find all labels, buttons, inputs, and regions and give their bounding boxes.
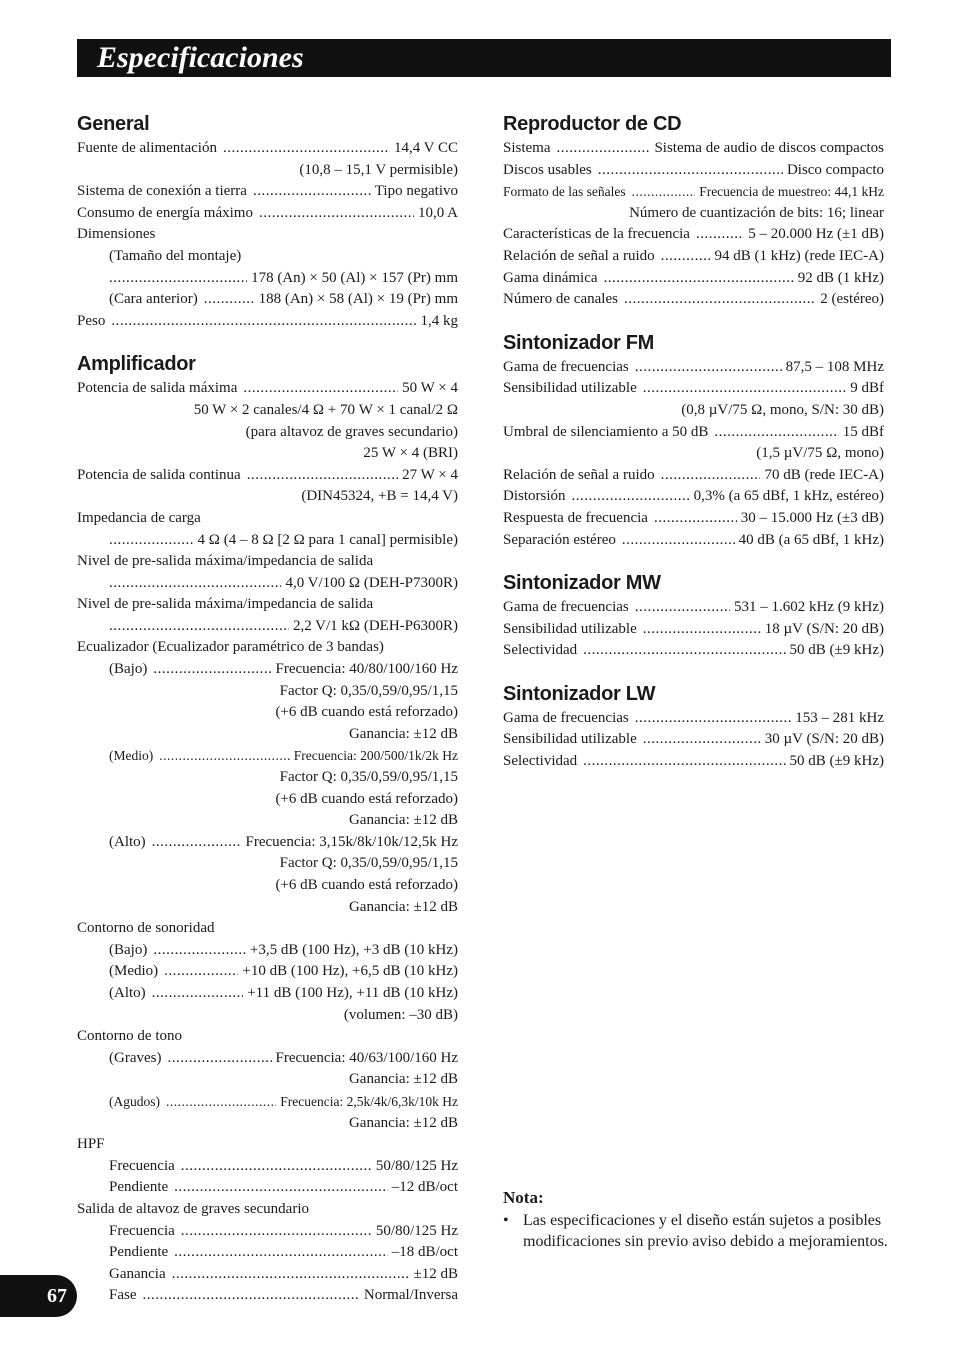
spec-text-line: (Tamaño del montaje) xyxy=(109,247,242,264)
spec-row xyxy=(503,729,884,751)
spec-row xyxy=(109,1156,458,1178)
spec-label: Relación de señal a ruido xyxy=(503,466,655,483)
spec-text-line: (para altavoz de graves secundario) xyxy=(245,423,458,440)
section-gap xyxy=(503,551,884,569)
dot-leader xyxy=(635,597,730,619)
dot-leader xyxy=(583,640,785,662)
bullet-icon: • xyxy=(503,1212,509,1229)
spec-row xyxy=(77,465,458,487)
spec-label: Gama de frecuencias xyxy=(503,709,629,726)
spec-value: Frecuencia: 2,5k/4k/6,3k/10k Hz xyxy=(280,1093,458,1109)
spec-label: Consumo de energía máximo xyxy=(77,204,253,221)
spec-row xyxy=(109,1221,458,1243)
spec-label: Separación estéreo xyxy=(503,531,616,548)
dot-leader xyxy=(167,1048,271,1070)
dot-leader xyxy=(622,530,735,552)
spec-text-line: (+6 dB cuando está reforzado) xyxy=(275,877,458,893)
spec-value: +10 dB (100 Hz), +6,5 dB (10 kHz) xyxy=(242,963,458,980)
dot-leader xyxy=(643,619,761,641)
spec-text-line: (1,5 µV/75 Ω, mono) xyxy=(756,445,884,462)
section-gap xyxy=(503,311,884,329)
spec-label: (Bajo) xyxy=(109,661,148,678)
spec-label: (Alto) xyxy=(109,833,146,850)
spec-text-line: (10,8 – 15,1 V permisible) xyxy=(299,161,458,178)
dot-leader xyxy=(166,1091,276,1113)
spec-label: Fase xyxy=(109,1287,137,1304)
spec-text-line: Ganancia: ±12 dB xyxy=(348,1071,458,1088)
spec-row xyxy=(109,616,458,638)
dot-leader xyxy=(661,246,711,268)
spec-label: Sistema xyxy=(503,140,551,156)
spec-value: Normal/Inversa xyxy=(363,1287,458,1304)
spec-text-line: (volumen: –30 dB) xyxy=(343,1006,458,1023)
dot-leader xyxy=(635,708,791,730)
dot-leader xyxy=(598,160,783,182)
spec-row xyxy=(77,203,458,225)
spec-row xyxy=(503,708,884,730)
spec-value: 18 µV (S/N: 20 dB) xyxy=(764,620,884,637)
spec-value: 178 (An) × 50 (Al) × 157 (Pr) mm xyxy=(251,269,458,286)
spec-value: Sistema de audio de discos compactos xyxy=(654,140,884,156)
spec-label: (Bajo) xyxy=(109,941,148,958)
spec-row xyxy=(109,659,458,681)
dot-leader xyxy=(583,751,785,773)
dot-leader xyxy=(604,268,794,290)
page-number-tab xyxy=(0,1275,77,1317)
spec-value: Frecuencia: 40/63/100/160 Hz xyxy=(275,1049,458,1066)
dot-leader xyxy=(164,961,238,983)
spec-text-line: (0,8 µV/75 Ω, mono, S/N: 30 dB) xyxy=(681,401,884,418)
spec-value: 92 dB (1 kHz) xyxy=(797,269,884,286)
spec-text-line: Factor Q: 0,35/0,59/0,95/1,15 xyxy=(279,682,458,699)
note-text: Las especificaciones y el diseño están sujetos a posibles modificaciones sin previo aviso debido a mejoramientos. xyxy=(523,1212,888,1250)
dot-leader xyxy=(152,832,242,854)
spec-text-line: Ganancia: ±12 dB xyxy=(348,1114,458,1131)
spec-row xyxy=(109,1048,458,1070)
spec-text-line: Impedancia de carga xyxy=(77,509,201,526)
spec-label: Pendiente xyxy=(109,1244,169,1261)
spec-value: 40 dB (a 65 dBf, 1 kHz) xyxy=(738,531,884,548)
spec-value: 50 W × 4 xyxy=(402,380,458,397)
spec-label: Umbral de silenciamiento a 50 dB xyxy=(503,423,709,440)
spec-row xyxy=(503,181,884,203)
spec-label: Gama de frecuencias xyxy=(503,358,629,375)
spec-value: Disco compacto xyxy=(786,161,884,178)
spec-row xyxy=(503,268,884,290)
spec-value: –18 dB/oct xyxy=(391,1244,458,1261)
spec-row xyxy=(109,983,458,1005)
spec-label: Selectividad xyxy=(503,642,578,659)
section-title: General xyxy=(77,113,150,135)
spec-value: 531 – 1.602 kHz (9 kHz) xyxy=(734,599,884,616)
spec-label: Gama dinámica xyxy=(503,269,598,286)
dot-leader xyxy=(153,659,271,681)
spec-value: 87,5 – 108 MHz xyxy=(785,358,884,375)
dot-leader xyxy=(204,289,255,311)
page-number: 67 xyxy=(47,1285,67,1307)
spec-row xyxy=(503,465,884,487)
spec-label: Relación de señal a ruido xyxy=(503,247,655,264)
spec-label: Pendiente xyxy=(109,1179,169,1196)
spec-row xyxy=(503,378,884,400)
dot-leader xyxy=(654,508,737,530)
spec-value: 1,4 kg xyxy=(420,312,458,329)
spec-row xyxy=(503,751,884,773)
dot-leader xyxy=(152,983,244,1005)
spec-row xyxy=(77,138,458,160)
section-sintonizador-fm xyxy=(503,329,884,551)
spec-text-line: HPF xyxy=(77,1136,105,1153)
spec-row xyxy=(77,181,458,203)
spec-row xyxy=(109,573,458,595)
note-title: Nota: xyxy=(503,1188,544,1207)
spec-row xyxy=(109,1264,458,1286)
dot-leader xyxy=(243,378,398,400)
section-title: Sintonizador LW xyxy=(503,682,656,705)
spec-row xyxy=(109,1177,458,1199)
dot-leader xyxy=(109,530,194,552)
dot-leader xyxy=(181,1156,372,1178)
spec-value: +3,5 dB (100 Hz), +3 dB (10 kHz) xyxy=(249,941,458,958)
page-title: Especificaciones xyxy=(97,41,304,74)
spec-text-line: Nivel de pre-salida máxima/impedancia de salida xyxy=(77,553,374,570)
spec-row xyxy=(503,640,884,662)
spec-label: Características de la frecuencia xyxy=(503,226,690,243)
spec-label: Formato de las señales xyxy=(503,184,626,200)
spec-value: 15 dBf xyxy=(842,423,884,440)
dot-leader xyxy=(143,1285,360,1307)
spec-value: 10,0 A xyxy=(417,204,458,221)
spec-label: Ganancia xyxy=(109,1265,166,1282)
spec-value: –12 dB/oct xyxy=(391,1179,458,1196)
left-column xyxy=(77,110,458,1307)
spec-label: Peso xyxy=(77,312,106,329)
right-column xyxy=(503,110,884,773)
spec-label: Fuente de alimentación xyxy=(77,140,217,156)
spec-value: 50/80/125 Hz xyxy=(375,1222,458,1239)
spec-value: 70 dB (rede IEC-A) xyxy=(764,466,884,483)
spec-value: Frecuencia: 200/500/1k/2k Hz xyxy=(293,748,458,764)
spec-row xyxy=(503,289,884,311)
spec-label: Distorsión xyxy=(503,488,566,505)
spec-value: 30 – 15.000 Hz (±3 dB) xyxy=(740,509,884,526)
dot-leader xyxy=(174,1177,388,1199)
spec-row xyxy=(503,357,884,379)
spec-text-line: Contorno de tono xyxy=(77,1028,182,1045)
spec-row xyxy=(503,597,884,619)
spec-label: Frecuencia xyxy=(109,1157,175,1174)
spec-text-line: Ganancia: ±12 dB xyxy=(348,725,458,742)
spec-label: (Medio) xyxy=(109,963,159,980)
spec-value: Frecuencia: 3,15k/8k/10k/12,5k Hz xyxy=(245,833,458,850)
dot-leader xyxy=(181,1221,372,1243)
spec-text-line: Factor Q: 0,35/0,59/0,95/1,15 xyxy=(279,855,458,872)
section-general xyxy=(77,110,458,332)
spec-label: Gama de frecuencias xyxy=(503,599,629,616)
spec-row xyxy=(109,745,458,767)
spec-row xyxy=(109,268,458,290)
spec-text-line: (+6 dB cuando está reforzado) xyxy=(275,704,458,721)
dot-leader xyxy=(153,940,246,962)
spec-row xyxy=(109,832,458,854)
spec-text-line: Salida de altavoz de graves secundario xyxy=(77,1200,309,1217)
spec-value: Frecuencia de muestreo: 44,1 kHz xyxy=(699,184,884,200)
spec-value: 9 dBf xyxy=(850,380,884,397)
section-gap xyxy=(503,662,884,680)
spec-label: Potencia de salida máxima xyxy=(77,380,238,397)
spec-value: 2 (estéreo) xyxy=(820,291,884,308)
spec-row xyxy=(503,486,884,508)
spec-value: ±12 dB xyxy=(413,1265,458,1282)
spec-value: 4 Ω (4 – 8 Ω [2 Ω para 1 canal] permisible) xyxy=(197,531,458,548)
section-title: Amplificador xyxy=(77,353,196,376)
dot-leader xyxy=(172,1264,410,1286)
spec-text-line: Ganancia: ±12 dB xyxy=(348,812,458,829)
dot-leader xyxy=(247,465,398,487)
spec-row xyxy=(77,311,458,333)
spec-label: Discos usables xyxy=(503,161,592,178)
section-gap xyxy=(77,332,458,350)
section-amplificador xyxy=(77,350,458,1307)
spec-row xyxy=(109,1285,458,1307)
spec-label: (Cara anterior) xyxy=(109,291,198,308)
spec-label: Sistema de conexión a tierra xyxy=(77,183,247,200)
note-item xyxy=(503,1211,888,1252)
dot-leader xyxy=(632,181,696,203)
spec-value: +11 dB (100 Hz), +11 dB (10 kHz) xyxy=(247,984,458,1001)
dot-leader xyxy=(111,311,416,333)
spec-value: 2,2 V/1 kΩ (DEH-P6300R) xyxy=(292,617,458,634)
spec-text-line: (DIN45324, +B = 14,4 V) xyxy=(301,488,458,505)
spec-label: (Graves) xyxy=(109,1049,162,1066)
spec-value: Tipo negativo xyxy=(374,183,458,200)
dot-leader xyxy=(714,422,838,444)
spec-text-line: Número de cuantización de bits: 16; linear xyxy=(629,204,884,221)
dot-leader xyxy=(253,181,371,203)
spec-row xyxy=(77,378,458,400)
spec-value: 30 µV (S/N: 20 dB) xyxy=(764,731,884,748)
spec-value: 50/80/125 Hz xyxy=(375,1157,458,1174)
spec-value: 50 dB (±9 kHz) xyxy=(789,753,884,770)
section-sintonizador-mw xyxy=(503,569,884,662)
spec-text-line: Ecualizador (Ecualizador paramétrico de 3 bandas) xyxy=(77,639,384,656)
spec-value: 14,4 V CC xyxy=(393,140,458,156)
spec-row xyxy=(503,138,884,160)
spec-text-line: 25 W × 4 (BRI) xyxy=(363,445,458,462)
spec-row xyxy=(109,530,458,552)
section-sintonizador-lw xyxy=(503,680,884,773)
spec-row xyxy=(109,289,458,311)
dot-leader xyxy=(223,138,390,160)
spec-text-line: Ganancia: ±12 dB xyxy=(348,898,458,915)
spec-row xyxy=(503,422,884,444)
spec-row xyxy=(503,508,884,530)
spec-row xyxy=(503,224,884,246)
spec-text-line: Nivel de pre-salida máxima/impedancia de salida xyxy=(77,596,374,613)
spec-value: 153 – 281 kHz xyxy=(795,709,884,726)
spec-value: Frecuencia: 40/80/100/160 Hz xyxy=(275,661,458,678)
note-block xyxy=(503,1187,888,1252)
header-bar xyxy=(77,39,891,77)
spec-row xyxy=(503,619,884,641)
section-title: Reproductor de CD xyxy=(503,113,682,135)
spec-label: Potencia de salida continua xyxy=(77,466,241,483)
spec-row xyxy=(503,160,884,182)
spec-label: Selectividad xyxy=(503,753,578,770)
spec-value: 94 dB (1 kHz) (rede IEC-A) xyxy=(714,247,884,264)
dot-leader xyxy=(109,268,247,290)
spec-label: Sensibilidad utilizable xyxy=(503,620,637,637)
section-title: Sintonizador FM xyxy=(503,331,655,354)
spec-label: Número de canales xyxy=(503,291,618,308)
spec-label: Sensibilidad utilizable xyxy=(503,380,637,397)
spec-text-line: Dimensiones xyxy=(77,226,156,243)
spec-value: 50 dB (±9 kHz) xyxy=(789,642,884,659)
spec-label: Sensibilidad utilizable xyxy=(503,731,637,748)
spec-label: (Alto) xyxy=(109,984,146,1001)
dot-leader xyxy=(635,357,782,379)
section-title: Sintonizador MW xyxy=(503,572,661,595)
dot-leader xyxy=(643,729,761,751)
spec-row xyxy=(109,940,458,962)
dot-leader xyxy=(624,289,816,311)
dot-leader xyxy=(159,745,290,767)
dot-leader xyxy=(109,616,289,638)
spec-value: 188 (An) × 58 (Al) × 19 (Pr) mm xyxy=(258,291,458,308)
spec-row xyxy=(503,530,884,552)
spec-row xyxy=(109,1091,458,1113)
dot-leader xyxy=(109,573,281,595)
spec-text-line: (+6 dB cuando está reforzado) xyxy=(275,790,458,807)
spec-row xyxy=(109,1242,458,1264)
spec-label: (Agudos) xyxy=(109,1093,160,1109)
spec-row xyxy=(503,246,884,268)
spec-label: (Medio) xyxy=(109,748,154,764)
spec-text-line: Contorno de sonoridad xyxy=(77,920,215,937)
dot-leader xyxy=(572,486,690,508)
spec-label: Frecuencia xyxy=(109,1222,175,1239)
spec-value: 4,0 V/100 Ω (DEH-P7300R) xyxy=(285,574,458,591)
dot-leader xyxy=(174,1242,388,1264)
spec-value: 0,3% (a 65 dBf, 1 kHz, estéreo) xyxy=(693,488,884,505)
spec-value: 27 W × 4 xyxy=(402,466,458,483)
dot-leader xyxy=(557,138,651,160)
spec-row xyxy=(109,961,458,983)
spec-label: Respuesta de frecuencia xyxy=(503,509,648,526)
section-reproductor-de-cd xyxy=(503,110,884,311)
dot-leader xyxy=(259,203,414,225)
dot-leader xyxy=(661,465,761,487)
spec-text-line: 50 W × 2 canales/4 Ω + 70 W × 1 canal/2 Ω xyxy=(193,401,458,418)
spec-value: 5 – 20.000 Hz (±1 dB) xyxy=(748,226,884,243)
dot-leader xyxy=(696,224,744,246)
dot-leader xyxy=(643,378,847,400)
spec-text-line: Factor Q: 0,35/0,59/0,95/1,15 xyxy=(279,769,458,786)
